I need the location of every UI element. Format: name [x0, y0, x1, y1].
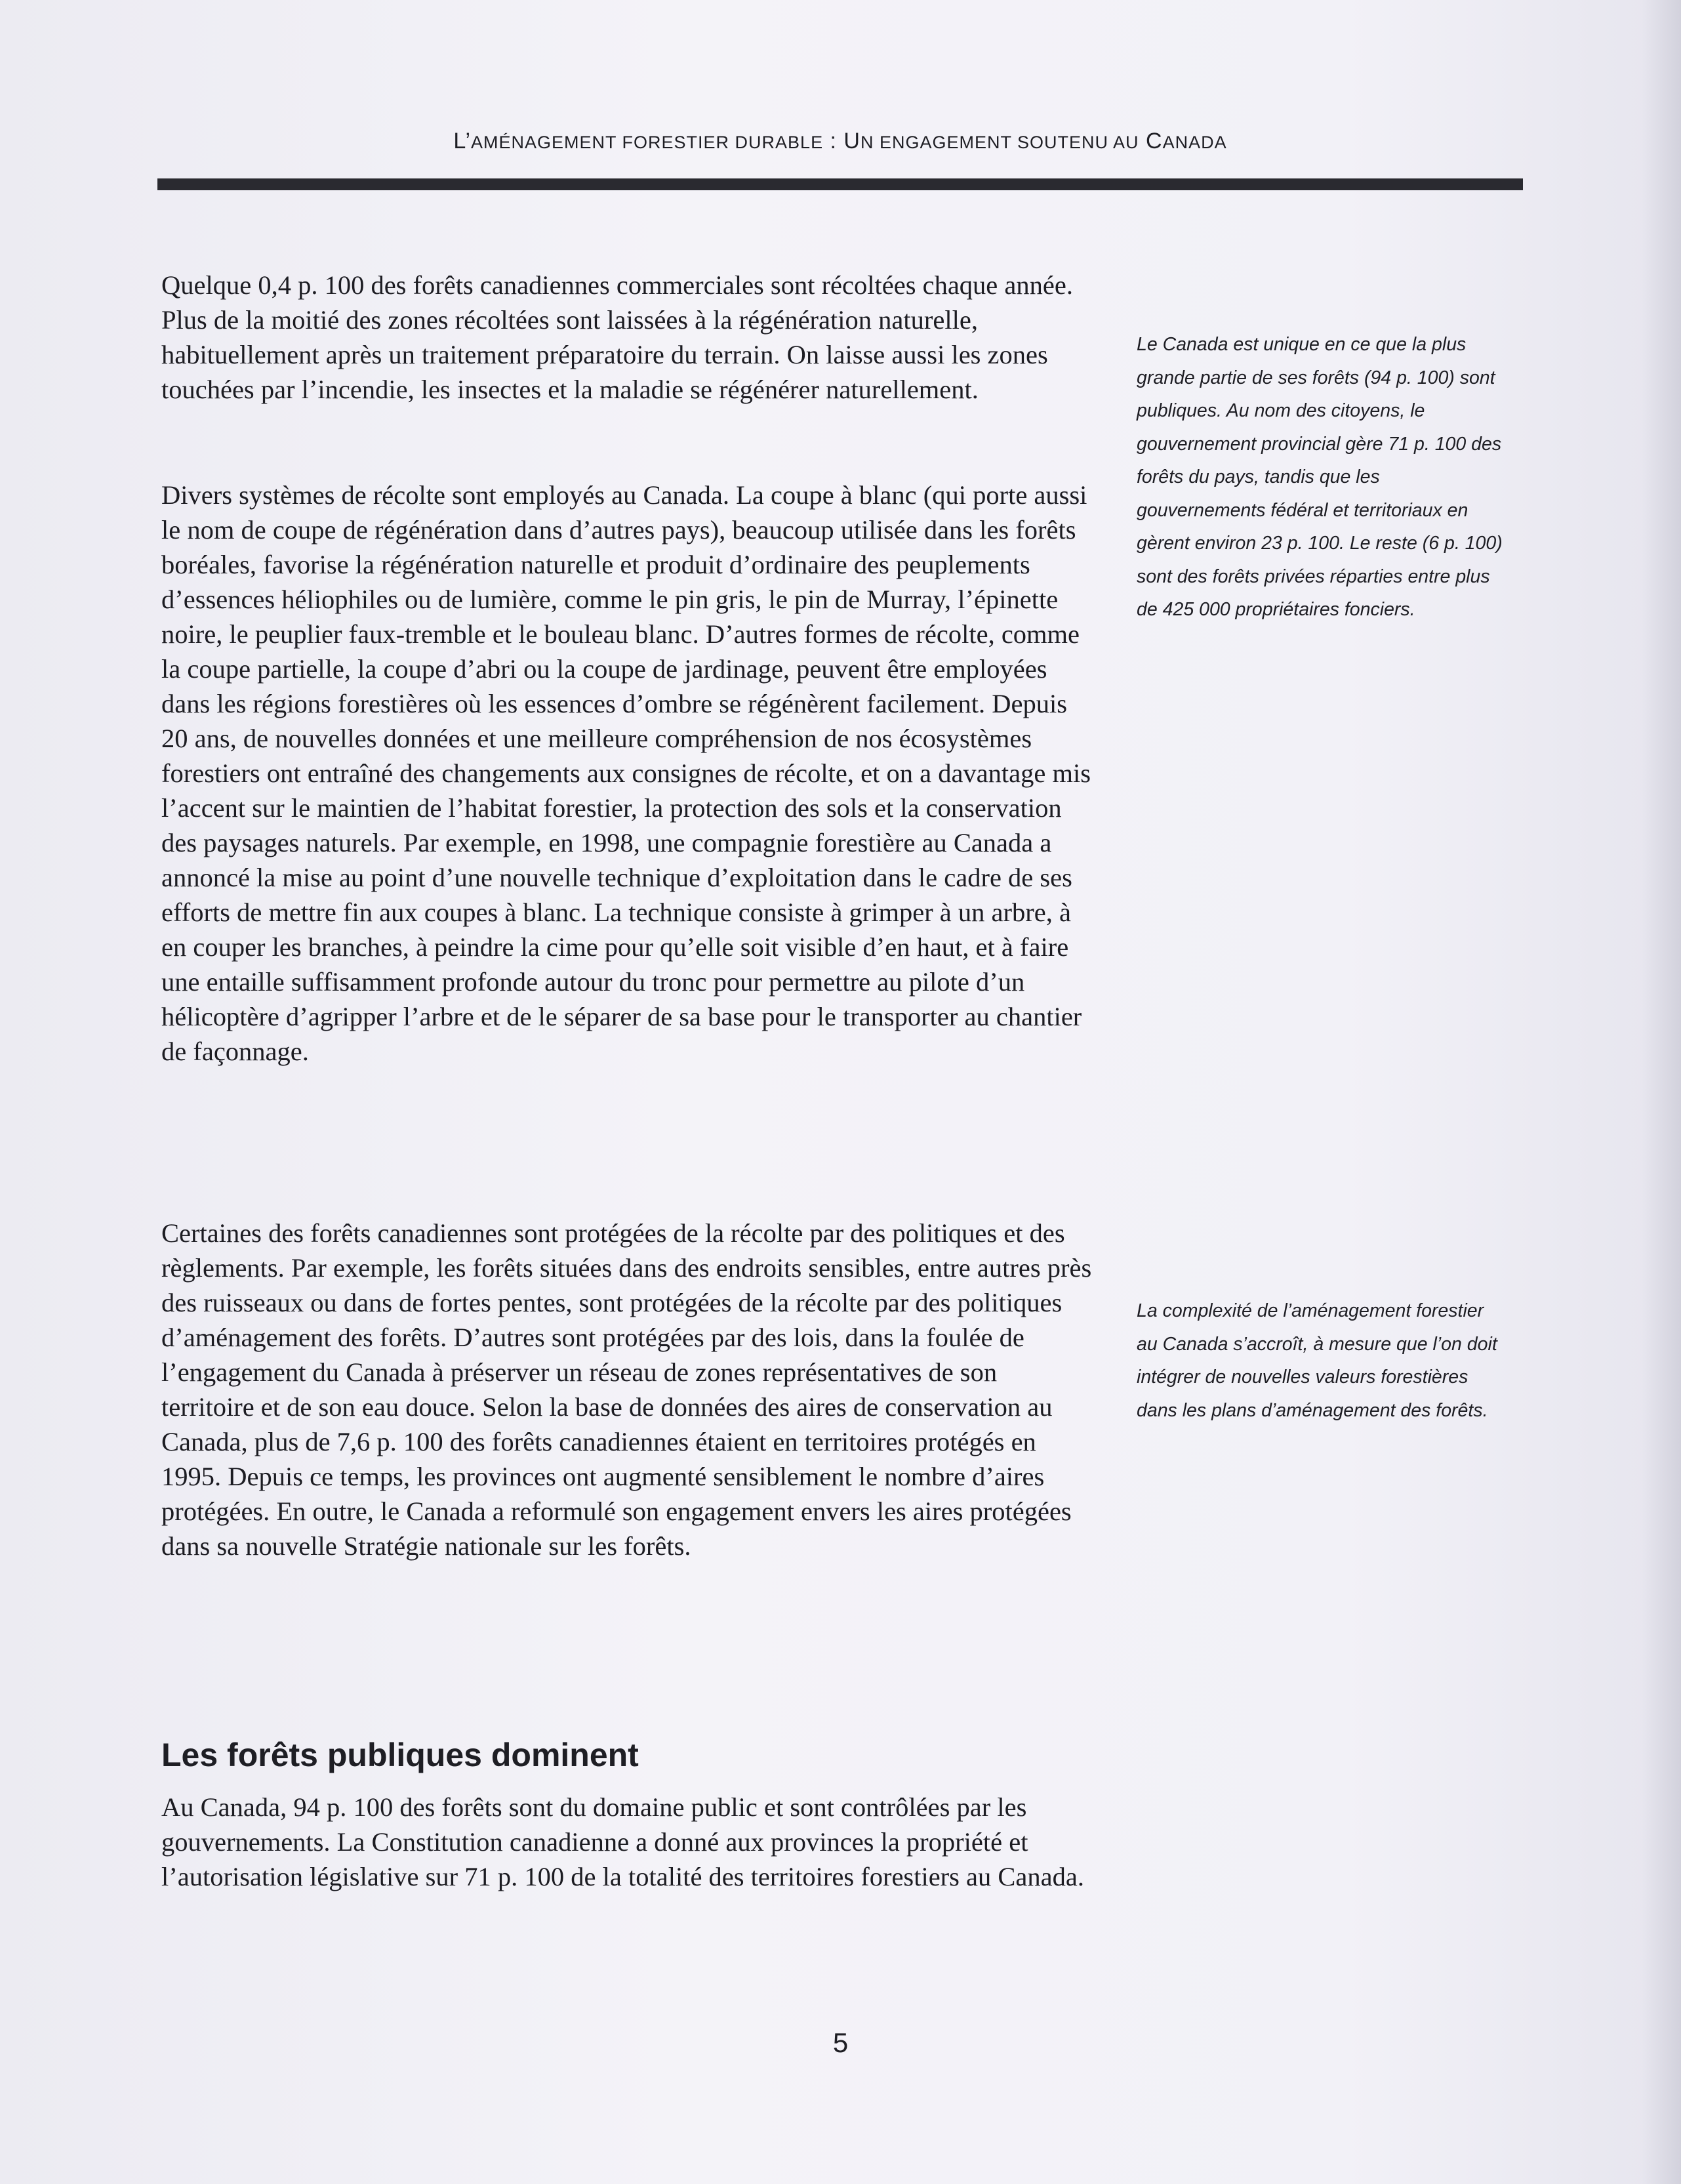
running-head-part2: N ENGAGEMENT SOUTENU AU: [861, 133, 1139, 152]
page-edge-shadow: [1642, 0, 1681, 2184]
paragraph-protected-forests: Certaines des forêts canadiennes sont protégées de la récolte par des politiques et des règlements. Par exemple, les forêts situées dans des endroits sensibles, entre autres près des ruisseaux ou dans de fortes pentes, sont protégées de la récolte par des politiques d’aménagement des forêts. D’autres sont protégées par des lois, dans la foulée de l’engagement du Canada à préserver un réseau de zones représentatives de son territoire et de son eau douce. Selon la base de données des aires de conservation au Canada, plus de 7,6 p. 100 des forêts canadiennes étaient en territoires protégés en 1995. Depuis ce temps, les provinces ont augmenté sensiblement le nombre d’aires protégées. En outre, le Canada a reformulé son engagement envers les aires protégées dans sa nouvelle Stratégie nationale sur les forêts.: [161, 1218, 1092, 1561]
paragraph-harvest-rate: Quelque 0,4 p. 100 des forêts canadiennes commerciales sont récoltées chaque année. Plus de la moitié des zones récoltées sont laissées à la régénération naturelle, habituellement après un traitement préparatoire du terrain. On laisse aussi les zones touchées par l’incendie, les insectes et la maladie se régénérer naturellement.: [161, 270, 1073, 404]
header-rule: [157, 178, 1523, 190]
running-head-prefix: L’: [453, 129, 471, 154]
sidebar-note-complexity: La complexité de l’aménagement forestier au Canada s’accroît, à mesure que l’on doit intégrer de nouvelles valeurs forestières dans les plans d’aménagement des forêts.: [1137, 1300, 1497, 1421]
running-head-part1: AMÉNAGEMENT FORESTIER DURABLE: [471, 133, 824, 152]
paragraph-public-forests: Au Canada, 94 p. 100 des forêts sont du domaine public et sont contrôlées par les gouvernements. La Constitution canadienne a donné aux provinces la propriété et l’autorisation législative sur 71 p. 100 de la totalité des territoires forestiers au Canada.: [161, 1792, 1084, 1891]
sidebar-note-ownership: Le Canada est unique en ce que la plus grande partie de ses forêts (94 p. 100) sont publiques. Au nom des citoyens, le gouvernement provincial gère 71 p. 100 des forêts du pays, tandis que les gouvernements fédéral et territoriaux en gèrent environ 23 p. 100. Le reste (6 p. 100) sont des forêts privées réparties entre plus de 425 000 propriétaires fonciers.: [1137, 334, 1503, 620]
paragraph-harvest-systems: Divers systèmes de récolte sont employés au Canada. La coupe à blanc (qui porte aussi le nom de coupe de régénération dans d’autres pays), beaucoup utilisée dans les forêts boréales, favorise la régénération naturelle et produit d’ordinaire des peuplements d’essences héliophiles ou de lumière, comme le pin gris, le pin de Murray, l’épinette noire, le peuplier faux-tremble et le bouleau blanc. D’autres formes de récolte, comme la coupe partielle, la coupe d’abri ou la coupe de jardinage, peuvent être employées dans les régions forestières où les essences d’ombre se régénèrent facilement. Depuis 20 ans, de nouvelles données et une meilleure compréhension de nos écosystèmes forestiers ont entraîné des changements aux consignes de récolte, et on a davantage mis l’accent sur le maintien de l’habitat forestier, la protection des sols et la conservation des paysages naturels. Par exemple, en 1998, une compagnie forestière au Canada a annoncé la mise au point d’une nouvelle technique d’exploitation dans le cadre de ses efforts de mettre fin aux coupes à blanc. La technique consiste à grimper à un arbre, à en couper les branches, à peindre la cime pour qu’elle soit visible d’en haut, et à faire une entaille suffisamment profonde autour du tronc pour permettre au pilote d’un hélicoptère d’agripper l’arbre et de le séparer de sa base pour le transporter au chantier de façonnage.: [161, 480, 1091, 1066]
running-head-colon: : U: [823, 129, 861, 154]
section-heading: Les forêts publiques dominent: [161, 1736, 639, 1773]
running-head-part3: ANADA: [1162, 133, 1227, 152]
page-number: 5: [832, 2027, 849, 2058]
running-head-c: C: [1139, 129, 1163, 154]
running-head: [157, 129, 1523, 154]
